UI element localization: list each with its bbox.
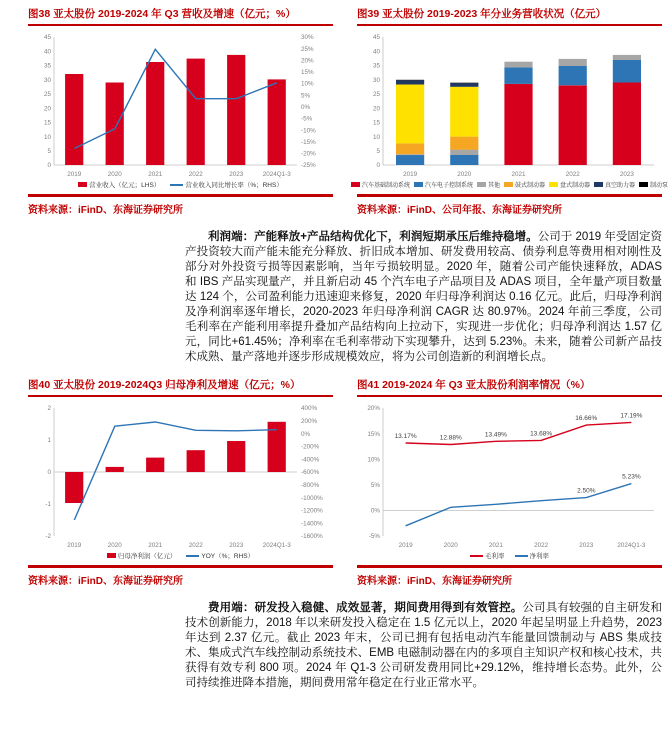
figure-row-bottom bbox=[28, 377, 662, 587]
svg-text:5%: 5% bbox=[370, 482, 380, 490]
svg-text:2023: 2023 bbox=[229, 542, 244, 550]
svg-text:-25%: -25% bbox=[301, 162, 316, 170]
legend-line-swatch bbox=[470, 555, 483, 557]
legend-item bbox=[504, 180, 545, 189]
figure-39-chart bbox=[357, 29, 662, 179]
svg-text:45: 45 bbox=[43, 34, 51, 42]
expense-paragraph-lead: 费用端：研发投入稳健、成效显著，期间费用得到有效管控。 bbox=[208, 602, 523, 615]
legend-bar-swatch bbox=[477, 182, 486, 187]
figure-38-body bbox=[28, 26, 333, 190]
svg-text:20%: 20% bbox=[367, 405, 380, 413]
svg-text:30: 30 bbox=[372, 77, 380, 85]
legend-label: YOY（%；RHS） bbox=[201, 553, 255, 561]
legend-item bbox=[515, 551, 550, 560]
legend-label: 制动泵 bbox=[650, 183, 669, 190]
legend-line-swatch bbox=[515, 555, 528, 557]
svg-text:25%: 25% bbox=[301, 45, 314, 53]
legend-line-swatch bbox=[170, 184, 183, 186]
svg-text:10: 10 bbox=[372, 133, 380, 141]
legend-label: 汽车基础制动系统 bbox=[361, 183, 410, 190]
svg-text:2019: 2019 bbox=[67, 171, 82, 179]
legend-label: 净利率 bbox=[529, 553, 549, 561]
legend-item bbox=[414, 180, 473, 189]
svg-text:20%: 20% bbox=[301, 57, 314, 65]
legend-label: 鼓式制动器 bbox=[515, 183, 546, 190]
legend-item bbox=[594, 180, 635, 189]
svg-text:-800%: -800% bbox=[301, 482, 320, 490]
svg-text:2019: 2019 bbox=[67, 542, 82, 550]
svg-text:2.50%: 2.50% bbox=[577, 487, 596, 495]
legend-bar-swatch bbox=[549, 182, 558, 187]
svg-text:2019: 2019 bbox=[398, 542, 413, 550]
svg-text:13.49%: 13.49% bbox=[484, 431, 507, 439]
figure-38-source: 资料来源：iFinD、东海证券研究所 bbox=[28, 194, 333, 216]
figure-40-title: 图40 亚太股份 2019-2024Q3 归母净利及增速（亿元；%） bbox=[28, 377, 333, 397]
svg-text:2019: 2019 bbox=[403, 171, 418, 179]
svg-text:15: 15 bbox=[372, 119, 380, 127]
legend-item bbox=[351, 180, 410, 189]
legend-item bbox=[170, 180, 283, 189]
svg-text:0: 0 bbox=[47, 469, 51, 477]
legend-label: 盘式制动器 bbox=[560, 183, 591, 190]
svg-text:5%: 5% bbox=[301, 92, 311, 100]
svg-text:200%: 200% bbox=[301, 418, 318, 426]
svg-text:-10%: -10% bbox=[301, 127, 316, 135]
legend-item bbox=[639, 180, 668, 189]
legend-item bbox=[477, 180, 500, 189]
svg-text:0%: 0% bbox=[370, 507, 380, 515]
svg-text:5.23%: 5.23% bbox=[622, 473, 641, 481]
svg-text:0%: 0% bbox=[301, 104, 311, 112]
figure-41-title: 图41 2019-2024 年 Q3 亚太股份利润率情况（%） bbox=[357, 377, 662, 397]
svg-text:2021: 2021 bbox=[148, 542, 163, 550]
svg-text:-1600%: -1600% bbox=[301, 533, 323, 541]
svg-text:-20%: -20% bbox=[301, 150, 316, 158]
legend-bar-swatch bbox=[639, 182, 648, 187]
svg-text:13.68%: 13.68% bbox=[530, 430, 553, 438]
figure-41 bbox=[357, 377, 662, 587]
figure-38-title: 图38 亚太股份 2019-2024 年 Q3 营收及增速（亿元；%） bbox=[28, 6, 333, 26]
figure-41-source: 资料来源：iFinD、东海证券研究所 bbox=[357, 565, 662, 587]
legend-label: 真空助力器 bbox=[605, 183, 636, 190]
legend-item bbox=[78, 180, 160, 189]
svg-text:0%: 0% bbox=[301, 431, 311, 439]
figure-39-title: 图39 亚太股份 2019-2023 年分业务营收状况（亿元） bbox=[357, 6, 662, 26]
svg-text:2023: 2023 bbox=[229, 171, 244, 179]
legend-item bbox=[107, 551, 177, 560]
legend-label: 营业收入（亿元；LHS） bbox=[89, 182, 161, 190]
svg-text:30%: 30% bbox=[301, 34, 314, 42]
svg-text:2024Q1-3: 2024Q1-3 bbox=[262, 542, 291, 550]
svg-text:2020: 2020 bbox=[107, 542, 122, 550]
svg-text:2: 2 bbox=[47, 405, 51, 413]
legend-label: 汽车电子控制系统 bbox=[424, 183, 473, 190]
svg-text:-1200%: -1200% bbox=[301, 507, 323, 515]
svg-text:20: 20 bbox=[43, 105, 51, 113]
profit-paragraph bbox=[185, 230, 662, 365]
svg-text:-600%: -600% bbox=[301, 469, 320, 477]
svg-text:20: 20 bbox=[372, 105, 380, 113]
legend-line-swatch bbox=[186, 555, 199, 557]
svg-text:30: 30 bbox=[43, 77, 51, 85]
figure-40-legend bbox=[28, 551, 333, 560]
svg-text:15%: 15% bbox=[367, 431, 380, 439]
legend-item bbox=[549, 180, 590, 189]
svg-text:2024Q1-3: 2024Q1-3 bbox=[617, 542, 646, 550]
figure-40 bbox=[28, 377, 333, 587]
svg-text:2023: 2023 bbox=[579, 542, 594, 550]
figure-41-legend bbox=[357, 551, 662, 560]
legend-label: 归母净利润（亿元） bbox=[117, 553, 177, 561]
svg-text:10%: 10% bbox=[301, 80, 314, 88]
legend-label: 其他 bbox=[487, 183, 500, 190]
legend-bar-swatch bbox=[351, 182, 360, 187]
svg-text:2022: 2022 bbox=[534, 542, 549, 550]
svg-text:-400%: -400% bbox=[301, 456, 320, 464]
svg-text:-15%: -15% bbox=[301, 139, 316, 147]
svg-text:2020: 2020 bbox=[107, 171, 122, 179]
svg-text:-1400%: -1400% bbox=[301, 520, 323, 528]
legend-label: 毛利率 bbox=[485, 553, 505, 561]
svg-text:2021: 2021 bbox=[488, 542, 503, 550]
expense-paragraph bbox=[185, 601, 662, 691]
figure-38-legend bbox=[28, 180, 333, 189]
svg-text:400%: 400% bbox=[301, 405, 318, 413]
svg-text:12.88%: 12.88% bbox=[439, 434, 462, 442]
svg-text:5: 5 bbox=[47, 148, 51, 156]
svg-text:17.19%: 17.19% bbox=[620, 412, 643, 420]
legend-item bbox=[186, 551, 254, 560]
svg-text:10: 10 bbox=[43, 133, 51, 141]
svg-text:-5%: -5% bbox=[301, 115, 313, 123]
legend-item bbox=[470, 551, 505, 560]
svg-text:2022: 2022 bbox=[188, 542, 203, 550]
expense-paragraph-body: 公司具有较强的自主研发和技术创新能力，2018 年以来研发投入稳定在 1.5 亿元以上，2020 年起呈明显上升趋势，2023 年达到 2.37 亿元。截止 2023 年末，公司已拥有包括电动汽车能量回馈制动与 ABS 集成技术、集成式汽车线控制动系统技术、EMB 电磁制动器在内的多项自主知识产权和核心技术，共获得有效专利 800 项。2024 年 Q1-3 公司研发费用同比+29.12%，维持增长态势。此外，公司持续推进降本措施，期间费用常年稳定在行业正常水平。 bbox=[185, 602, 662, 690]
figure-38 bbox=[28, 6, 333, 216]
figure-41-body bbox=[357, 397, 662, 561]
svg-text:0: 0 bbox=[47, 162, 51, 170]
svg-text:-200%: -200% bbox=[301, 443, 320, 451]
legend-bar-swatch bbox=[504, 182, 513, 187]
legend-bar-swatch bbox=[107, 553, 116, 558]
svg-text:40: 40 bbox=[43, 48, 51, 56]
figure-40-body bbox=[28, 397, 333, 561]
svg-text:0: 0 bbox=[376, 162, 380, 170]
svg-text:35: 35 bbox=[43, 62, 51, 70]
figure-39 bbox=[357, 6, 669, 217]
figure-row-top bbox=[28, 6, 669, 217]
figure-41-chart bbox=[357, 400, 662, 550]
svg-text:40: 40 bbox=[372, 48, 380, 56]
legend-bar-swatch bbox=[78, 182, 87, 187]
svg-text:2023: 2023 bbox=[619, 171, 634, 179]
svg-text:2024Q1-3: 2024Q1-3 bbox=[262, 171, 291, 179]
svg-text:45: 45 bbox=[372, 34, 380, 42]
svg-text:10%: 10% bbox=[367, 456, 380, 464]
svg-text:25: 25 bbox=[372, 91, 380, 99]
svg-text:5: 5 bbox=[376, 148, 380, 156]
figure-38-chart bbox=[28, 29, 333, 179]
figure-39-legend bbox=[357, 180, 669, 190]
profit-paragraph-lead: 利润端：产能释放+产品结构优化下，利润短期承压后维持稳增。 bbox=[208, 231, 538, 244]
legend-bar-swatch bbox=[414, 182, 423, 187]
svg-text:-1000%: -1000% bbox=[301, 495, 323, 503]
svg-text:1: 1 bbox=[47, 437, 51, 445]
svg-text:35: 35 bbox=[372, 62, 380, 70]
svg-text:2021: 2021 bbox=[148, 171, 163, 179]
figure-40-chart bbox=[28, 400, 333, 550]
legend-bar-swatch bbox=[594, 182, 603, 187]
figure-39-body bbox=[357, 26, 669, 190]
legend-label: 营业收入同比增长率（%；RHS） bbox=[185, 182, 283, 190]
figure-40-source: 资料来源：iFinD、东海证券研究所 bbox=[28, 565, 333, 587]
svg-text:2020: 2020 bbox=[457, 171, 472, 179]
svg-text:13.17%: 13.17% bbox=[394, 433, 417, 441]
profit-paragraph-body: 公司于 2019 年受固定资产投资较大而产能未能充分释放、折旧成本增加、研发费用较高、债券利息等费用相对刚性及部分对外投资亏损等因素影响，当年亏损较明显。2020 年，随着公司产能快速释放，ADAS 和 IBS 产品实现量产，并且新启动 45 个汽车电子产品项目及 ADAS 项目，全年量产项目数量达 124 个，公司盈利能力迅速迎来修复，2020 年归母净利润达 0.16 亿元。此后，归母净利润及净利润率逐年增长，2020-2023 年归母净利润 CAGR 达 80.97%。2024 年前三季度，公司毛利率在产能利用率提升叠加产品结构向上拉动下，实现进一步优化；归母净利润达 1.57 亿元，同比+61.45%；净利率在毛利率带动下实现攀升，达到 5.23%。未来，随着公司新产品技术成熟、量产落地并逐步形成规模效应，将为公司创造新的利润增长点。 bbox=[185, 231, 662, 364]
svg-text:2022: 2022 bbox=[565, 171, 580, 179]
svg-text:16.66%: 16.66% bbox=[575, 415, 598, 423]
svg-text:-1: -1 bbox=[45, 501, 51, 509]
svg-text:2020: 2020 bbox=[443, 542, 458, 550]
svg-text:2021: 2021 bbox=[511, 171, 526, 179]
svg-text:25: 25 bbox=[43, 91, 51, 99]
svg-text:-2: -2 bbox=[45, 533, 51, 541]
figure-39-source: 资料来源：iFinD、公司年报、东海证券研究所 bbox=[357, 194, 662, 216]
svg-text:15: 15 bbox=[43, 119, 51, 127]
svg-text:2022: 2022 bbox=[188, 171, 203, 179]
svg-text:15%: 15% bbox=[301, 69, 314, 77]
svg-text:-5%: -5% bbox=[368, 533, 380, 541]
